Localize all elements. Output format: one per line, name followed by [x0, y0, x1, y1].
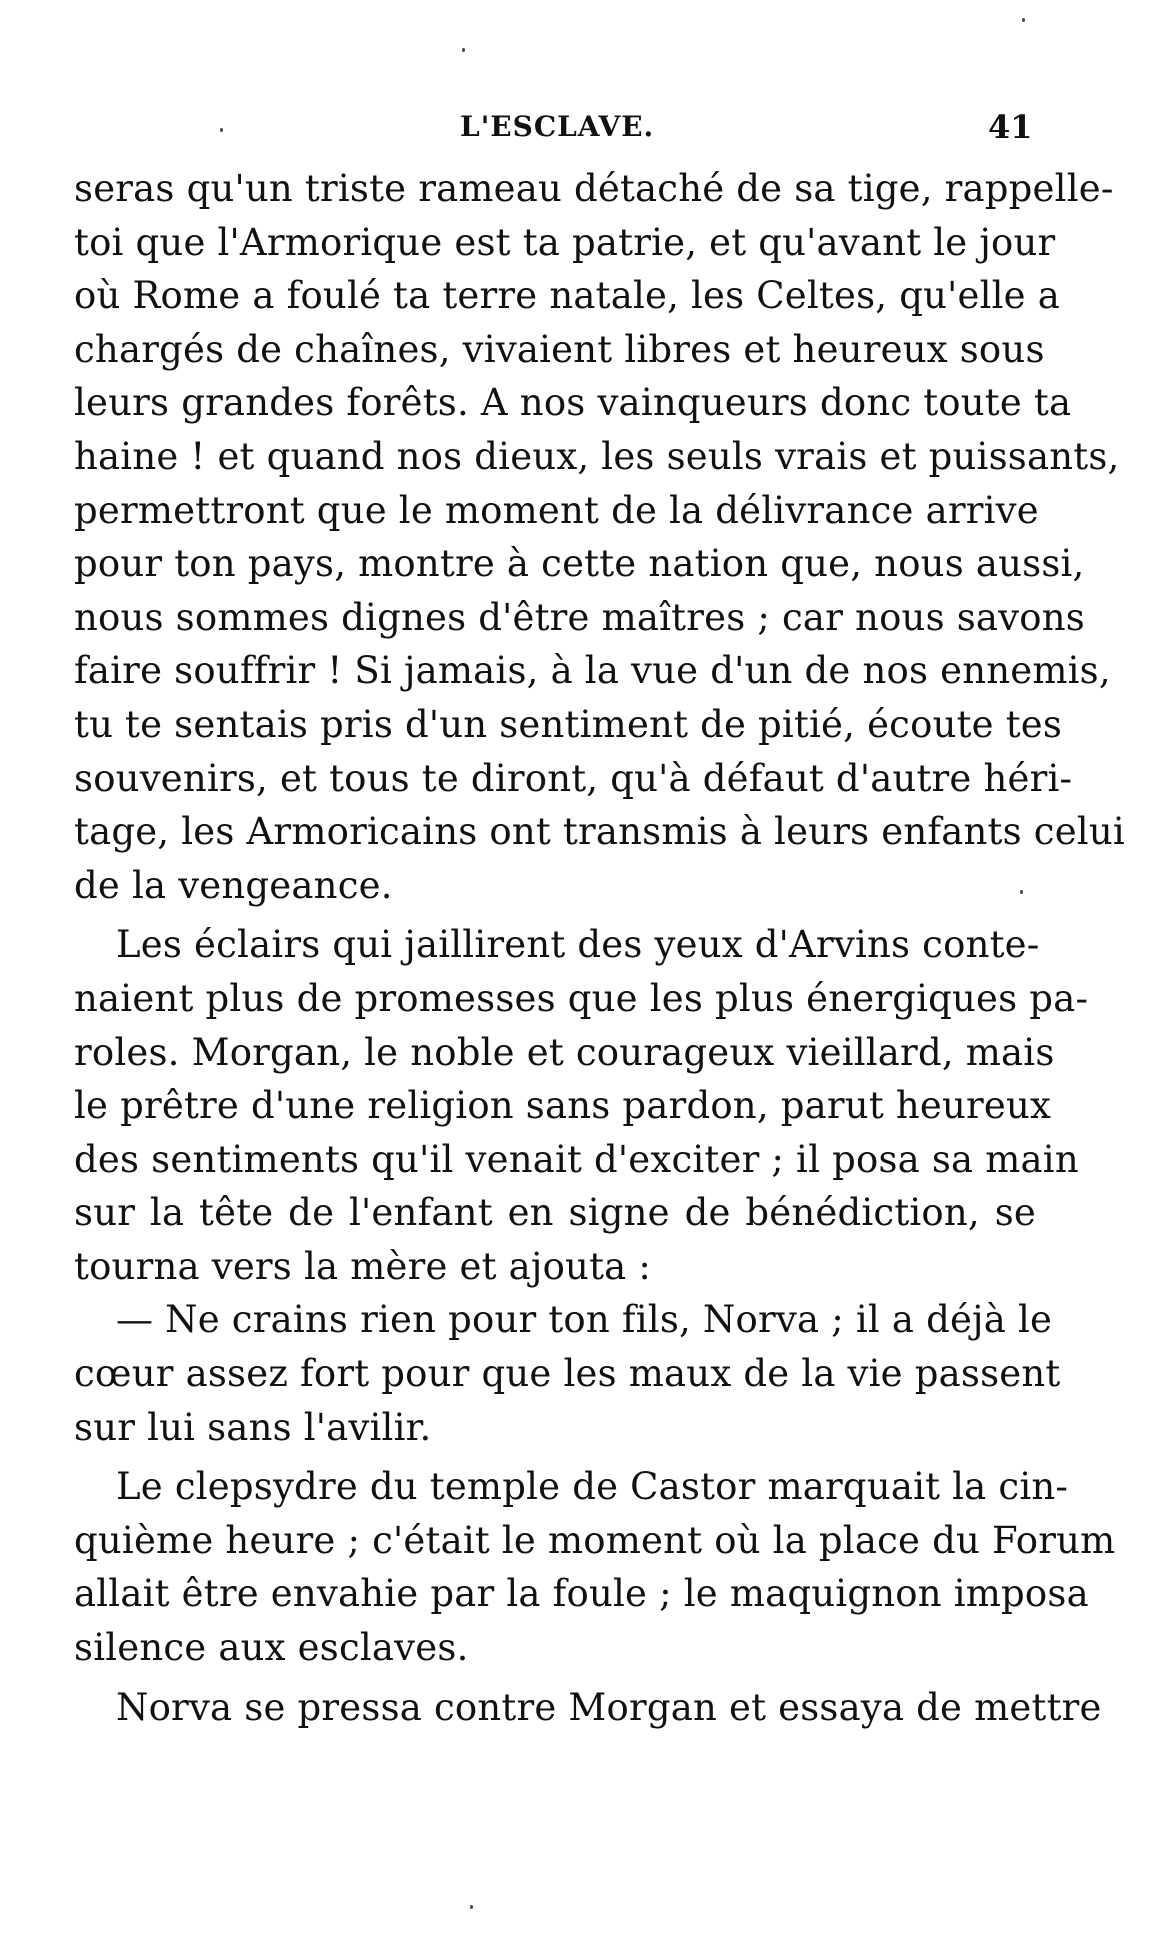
text-line: où Rome a foulé ta terre natale, les Celtes, qu'elle a — [74, 274, 1060, 318]
paragraph-2 — [74, 918, 1089, 1293]
paragraph-4 — [74, 1460, 1116, 1674]
text-line: naient plus de promesses que les plus énergiques pa- — [74, 976, 1089, 1020]
running-title: L'ESCLAVE. — [460, 110, 655, 143]
paragraph-5 — [74, 1681, 1102, 1735]
text-line: Norva se pressa contre Morgan et essaya de mettre — [116, 1685, 1102, 1729]
text-line: de la vengeance. — [74, 863, 393, 907]
text-line: leurs grandes forêts. A nos vainqueurs donc toute ta — [74, 381, 1072, 425]
text-line: souvenirs, et tous te diront, qu'à défaut d'autre héri- — [74, 756, 1073, 800]
text-line: quième heure ; c'était le moment où la place du Forum — [74, 1518, 1116, 1562]
text-line: tage, les Armoricains ont transmis à leurs enfants celui — [74, 810, 1125, 854]
text-line: haine ! et quand nos dieux, les seuls vrais et puissants, — [74, 434, 1120, 478]
body-text — [74, 162, 1125, 1734]
text-line: allait être envahie par la foule ; le maquignon imposa — [74, 1572, 1089, 1616]
print-speck — [1022, 18, 1025, 22]
page-number: 41 — [988, 108, 1033, 146]
text-line: seras qu'un triste rameau détaché de sa tige, rappelle- — [74, 167, 1114, 210]
text-line: nous sommes dignes d'être maîtres ; car nous savons — [74, 595, 1085, 639]
text-line: silence aux esclaves. — [74, 1626, 469, 1670]
text-line: toi que l'Armorique est ta patrie, et qu'avant le jour — [74, 220, 1056, 264]
print-speck — [462, 48, 465, 52]
running-head — [0, 108, 1164, 148]
text-line: Les éclairs qui jaillirent des yeux d'Arvins conte- — [116, 923, 1040, 967]
text-line: tourna vers la mère et ajouta : — [74, 1244, 652, 1288]
text-line: chargés de chaînes, vivaient libres et heureux sous — [74, 327, 1045, 371]
text-line: des sentiments qu'il venait d'exciter ; il posa sa main — [74, 1137, 1079, 1181]
text-line: le prêtre d'une religion sans pardon, parut heureux — [74, 1084, 1052, 1128]
text-line: permettront que le moment de la délivrance arrive — [74, 488, 1039, 532]
text-line: roles. Morgan, le noble et courageux vieillard, mais — [74, 1030, 1055, 1074]
text-line: cœur assez fort pour que les maux de la vie passent — [74, 1352, 1061, 1396]
print-speck — [1020, 890, 1023, 894]
text-line: Le clepsydre du temple de Castor marquait la cin- — [116, 1465, 1069, 1509]
print-speck — [470, 1905, 473, 1909]
text-line: sur la tête de l'enfant en signe de bénédiction, se — [74, 1191, 1036, 1235]
text-line: tu te sentais pris d'un sentiment de pitié, écoute tes — [74, 702, 1063, 746]
paragraph-1 — [74, 162, 1125, 912]
text-line: faire souffrir ! Si jamais, à la vue d'un de nos ennemis, — [74, 649, 1111, 693]
text-line: sur lui sans l'avilir. — [74, 1405, 432, 1449]
paragraph-3 — [74, 1293, 1061, 1454]
text-line: — Ne crains rien pour ton fils, Norva ; il a déjà le — [116, 1298, 1053, 1342]
text-line: pour ton pays, montre à cette nation que, nous aussi, — [74, 542, 1085, 586]
print-speck — [220, 128, 223, 132]
